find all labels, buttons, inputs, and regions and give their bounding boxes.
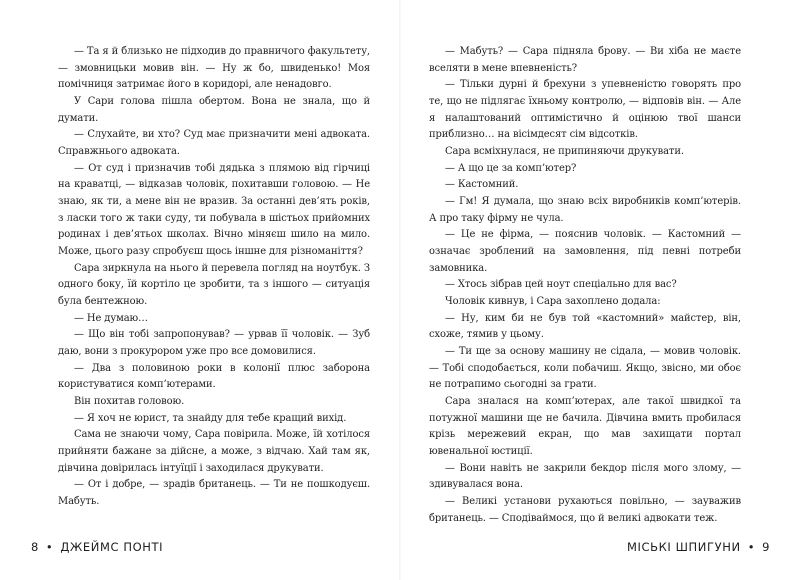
running-head-author: ДЖЕЙМС ПОНТІ xyxy=(60,540,164,554)
page-number: 9 xyxy=(762,540,770,554)
paragraph: — Тільки дурні й брехуни з упевненістю говорять про те, що не підлягає їхньому контролю, — відповів він. — Але я налаштований оптимістично й оцінюю твої шанси приблизно… на вісімдесят сім відсотків. xyxy=(429,79,741,141)
paragraph: — Слухайте, ви хто? Суд має призначити мені адвоката. Справжнього адвоката. xyxy=(58,129,370,158)
paragraph: — А що це за комп’ютер? xyxy=(445,162,577,174)
paragraph: — Вони навіть не закрили бекдор після мого злому, — здивувалася вона. xyxy=(429,462,741,491)
paragraph: — Не думаю… xyxy=(74,312,148,324)
paragraph: Чоловік кивнув, і Сара захоплено додала: xyxy=(445,296,661,308)
footer-bullet: • xyxy=(747,540,756,554)
paragraph: — Ну, ким би не був той «кастомний» майстер, він, схоже, тямив у цьому. xyxy=(429,312,741,341)
paragraph: — Великі установи рухаються повільно, — зауважив британець. — Сподіваймося, що й великі адвокати теж. xyxy=(429,496,741,524)
paragraph: — Що він тобі запропонував? — урвав її чоловік. — Зуб даю, вони з прокурором уже про все домовилися. xyxy=(58,329,370,358)
page-number: 8 xyxy=(31,540,39,554)
running-head-title: МІСЬКІ ШПИГУНИ xyxy=(627,540,741,554)
right-page xyxy=(400,0,800,580)
paragraph: — Мабуть? — Сара підняла брову. — Ви хіба не маєте вселяти в мене впевненість? xyxy=(429,46,741,74)
paragraph: — От суд і призначив тобі дядька з плямою від гірчиці на краватці, — відказав чоловік, похитавши головою. — Не знаю, як ти, а мене він не вразив. За останні дев’ять років, з ласки того ж таки суду, ти побувала в шістьох прийомних родинах і дев’ятьох школах. Вічно міняєш шило на мило. Може, цього разу спробуєш щось іншне для різноманіття? xyxy=(58,162,370,258)
paragraph: — Кастомний. xyxy=(445,179,519,191)
right-page-footer xyxy=(627,540,770,554)
paragraph: — Це не фірма, — пояснив чоловік. — Кастомний — означає зроблений на замовлення, під певні потреби замовника. xyxy=(429,229,741,274)
footer-bullet: • xyxy=(45,540,54,554)
left-page-text xyxy=(58,44,370,511)
paragraph: Сара всміхнулася, не припиняючи друкувати. xyxy=(445,146,684,158)
paragraph: — Хтось зібрав цей ноут спеціально для вас? xyxy=(445,279,677,291)
paragraph: — Гм! Я думала, що знаю всіх виробників комп’ютерів. А про таку фірму не чула. xyxy=(429,196,741,224)
right-page-text xyxy=(429,44,741,527)
left-page-footer xyxy=(31,540,163,554)
paragraph: — Я хоч не юрист, та знайду для тебе кращий вихід. xyxy=(74,412,347,424)
paragraph: — Та я й близько не підходив до правничого факультету, — змовницьки мовив він. — Ну ж бо, швиденько! Моя помічниця затримає його в коридорі, але ненадовго. xyxy=(58,46,370,91)
paragraph: — От і добре, — зрадів британець. — Ти не пошкодуєш. Мабуть. xyxy=(58,479,370,508)
paragraph: — Два з половиною роки в колонії плюс заборона користуватися комп’ютерами. xyxy=(58,362,370,391)
paragraph: Сара зналася на комп’ютерах, але такої швидкої та потужної машини ще не бачила. Дівчина вмить пробилася крізь мережевий екран, що мав захищати портал ювенальної юстиції. xyxy=(429,396,741,458)
paragraph: — Ти ще за основу машину не сідала, — мовив чоловік. — Тобі сподобається, коли побачиш. Якщо, звісно, ми обоє не потрапимо сьогодні за грати. xyxy=(429,346,741,391)
paragraph: Він похитав головою. xyxy=(74,396,185,408)
paragraph: Сара зиркнула на нього й перевела погляд на ноутбук. З одного боку, їй кортіло це зробити, та з іншого — ситуація була бентежною. xyxy=(58,262,370,308)
paragraph: У Сари голова пішла обертом. Вона не знала, що й думати. xyxy=(58,96,370,124)
paragraph: Сама не знаючи чому, Сара повірила. Може, їй хотілося прийняти бажане за дійсне, а може, з відчаю. Хай там як, дівчина довірилась інтуїції і заходилася друкувати. xyxy=(58,429,370,474)
